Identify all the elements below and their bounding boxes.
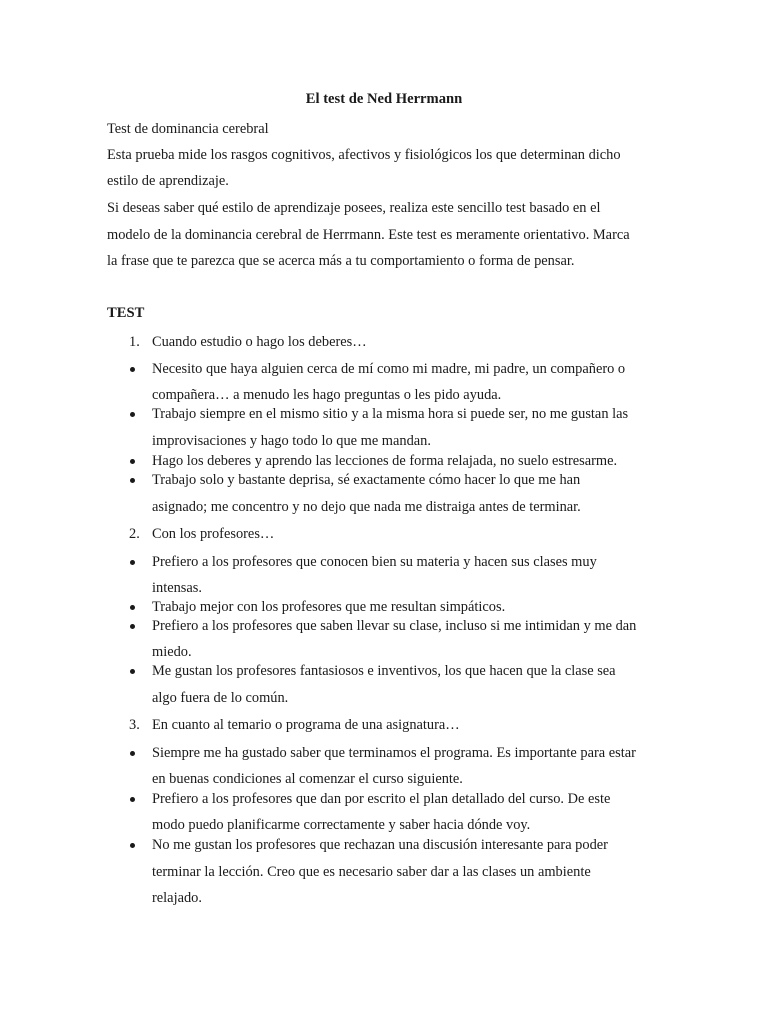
section-question: Cuando estudio o hago los deberes…	[152, 334, 367, 350]
bullet-icon	[130, 797, 135, 802]
intro-line: Test de dominancia cerebral	[107, 121, 269, 137]
intro-line: la frase que te parezca que se acerca más a tu comportamiento o forma de pensar.	[107, 253, 575, 269]
option-line: intensas.	[152, 580, 202, 596]
intro-line: estilo de aprendizaje.	[107, 173, 229, 189]
section-number: 2.	[129, 526, 140, 542]
bullet-icon	[130, 412, 135, 417]
option-line: terminar la lección. Creo que es necesario saber dar a las clases un ambiente	[152, 864, 591, 880]
option-line: No me gustan los profesores que rechazan una discusión interesante para poder	[152, 837, 608, 853]
intro-line: Esta prueba mide los rasgos cognitivos, afectivos y fisiológicos los que determinan dicho	[107, 147, 621, 163]
test-heading: TEST	[107, 305, 145, 321]
intro-line: modelo de la dominancia cerebral de Herrmann. Este test es meramente orientativo. Marca	[107, 227, 630, 243]
option-line: en buenas condiciones al comenzar el curso siguiente.	[152, 771, 463, 787]
option-line: modo puedo planificarme correctamente y saber hacia dónde voy.	[152, 817, 531, 833]
option-line: asignado; me concentro y no dejo que nada me distraiga antes de terminar.	[152, 499, 581, 515]
option-line: improvisaciones y hago todo lo que me mandan.	[152, 433, 431, 449]
bullet-icon	[130, 478, 135, 483]
option-line: Hago los deberes y aprendo las lecciones de forma relajada, no suelo estresarme.	[152, 453, 618, 469]
option-line: Prefiero a los profesores que dan por escrito el plan detallado del curso. De este	[152, 791, 611, 807]
bullet-icon	[130, 367, 135, 372]
option-line: algo fuera de lo común.	[152, 690, 289, 706]
document-title: El test de Ned Herrmann	[305, 91, 463, 107]
bullet-icon	[130, 605, 135, 610]
option-line: Me gustan los profesores fantasiosos e inventivos, los que hacen que la clase sea	[152, 663, 616, 679]
option-line: Trabajo mejor con los profesores que me resultan simpáticos.	[152, 599, 506, 615]
bullet-icon	[130, 751, 135, 756]
section-number: 1.	[129, 334, 140, 350]
bullet-icon	[130, 459, 135, 464]
option-line: Siempre me ha gustado saber que terminamos el programa. Es importante para estar	[152, 745, 636, 761]
intro-line: Si deseas saber qué estilo de aprendizaje posees, realiza este sencillo test basado en el	[107, 200, 601, 216]
section-number: 3.	[129, 717, 140, 733]
option-line: relajado.	[152, 890, 202, 906]
bullet-icon	[130, 560, 135, 565]
option-line: Prefiero a los profesores que saben llevar su clase, incluso si me intimidan y me dan	[152, 618, 637, 634]
section-question: Con los profesores…	[152, 526, 275, 542]
option-line: miedo.	[152, 644, 192, 660]
option-line: Prefiero a los profesores que conocen bien su materia y hacen sus clases muy	[152, 554, 597, 570]
bullet-icon	[130, 843, 135, 848]
section-question: En cuanto al temario o programa de una asignatura…	[152, 717, 460, 733]
bullet-icon	[130, 624, 135, 629]
option-line: compañera… a menudo les hago preguntas o les pido ayuda.	[152, 387, 502, 403]
option-line: Trabajo solo y bastante deprisa, sé exactamente cómo hacer lo que me han	[152, 472, 581, 488]
bullet-icon	[130, 669, 135, 674]
option-line: Necesito que haya alguien cerca de mí como mi madre, mi padre, un compañero o	[152, 361, 626, 377]
option-line: Trabajo siempre en el mismo sitio y a la misma hora si puede ser, no me gustan las	[152, 406, 629, 422]
